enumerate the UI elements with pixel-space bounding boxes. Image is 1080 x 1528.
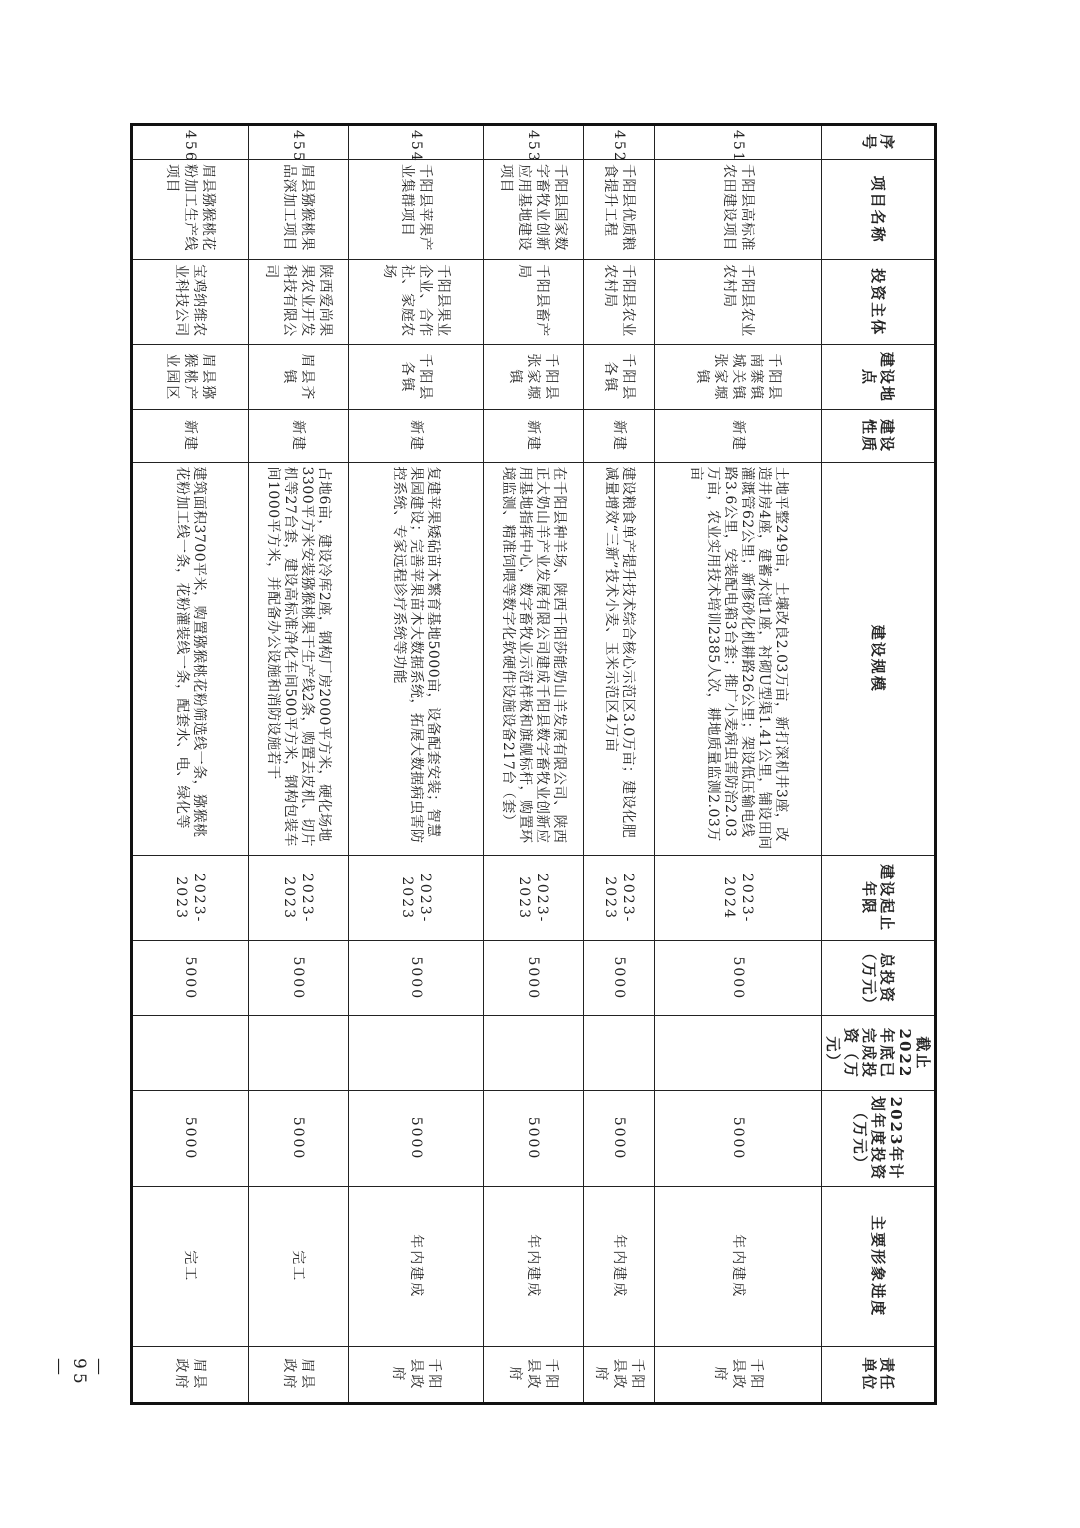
table-row	[484, 125, 584, 1404]
cell-nature: 新建	[484, 410, 584, 462]
cell-name: 眉县猕猴桃花粉加工生产线项目	[132, 160, 249, 260]
cell-progress: 年内建成	[484, 1186, 584, 1346]
cell-unit: 眉县政府	[249, 1346, 349, 1403]
cell-location: 眉县猕猴桃产业园区	[132, 345, 249, 410]
cell-total: 5000	[249, 941, 349, 1016]
cell-progress: 完工	[249, 1186, 349, 1346]
cell-no: 452	[584, 125, 655, 160]
table-row	[655, 125, 822, 1404]
cell-no: 454	[349, 125, 484, 160]
cell-total: 5000	[584, 941, 655, 1016]
cell-unit: 眉县政府	[132, 1346, 249, 1403]
cell-plan2023: 5000	[349, 1091, 484, 1186]
cell-name: 千阳县国家数字畜牧业创新应用基地建设项目	[484, 160, 584, 260]
cell-scale: 建设粮食单产提升技术综合核心示范区3.0万亩；建设化肥减量增效“三新”技术小麦、玉米示范区4万亩	[584, 462, 655, 856]
cell-period: 2023-2023	[584, 856, 655, 941]
header-row	[822, 125, 936, 1404]
column-header: 总投资（万元）	[822, 941, 936, 1016]
rotated-page	[49, 123, 937, 1405]
cell-plan2023: 5000	[132, 1091, 249, 1186]
project-table	[130, 123, 937, 1405]
cell-period: 2023-2023	[349, 856, 484, 941]
cell-unit: 千阳县政府	[349, 1346, 484, 1403]
cell-progress: 年内建成	[584, 1186, 655, 1346]
cell-period: 2023-2023	[249, 856, 349, 941]
cell-completed	[132, 1016, 249, 1091]
cell-investor: 千阳县农业农村局	[655, 260, 822, 345]
cell-total: 5000	[655, 941, 822, 1016]
table-row	[584, 125, 655, 1404]
page-number: — 95 —	[49, 1358, 109, 1388]
table-row	[249, 125, 349, 1404]
cell-name: 千阳县苹果产业集群项目	[349, 160, 484, 260]
cell-total: 5000	[349, 941, 484, 1016]
cell-no: 455	[249, 125, 349, 160]
cell-investor: 千阳县农业农村局	[584, 260, 655, 345]
column-header: 建设性质	[822, 410, 936, 462]
column-header: 序号	[822, 125, 936, 160]
table-row	[349, 125, 484, 1404]
cell-location: 千阳县张家塬镇	[484, 345, 584, 410]
cell-completed	[249, 1016, 349, 1091]
cell-plan2023: 5000	[484, 1091, 584, 1186]
cell-progress: 完工	[132, 1186, 249, 1346]
cell-period: 2023-2023	[484, 856, 584, 941]
cell-period: 2023-2024	[655, 856, 822, 941]
cell-scale: 占地6亩，建设冷库2座，钢构厂房2000平方米，硬化场地3300平方米安装猕猴桃果干生产线2条，购置去皮机、切片机等27台套，建设高标准净化车间500平方米，钢构包装车间1000平方米，并配备办公设施和消防设施若干	[249, 462, 349, 856]
cell-location: 眉县齐镇	[249, 345, 349, 410]
cell-plan2023: 5000	[584, 1091, 655, 1186]
cell-nature: 新建	[349, 410, 484, 462]
cell-unit: 千阳县政府	[655, 1346, 822, 1403]
cell-scale: 土地平整249亩，土壤改良2.03万亩，新打深机井3座，改造井房4座，建蓄水池1座，衬砌U型渠1.41公里，铺设田间灌溉管62公里；新修砂化机耕路26公里；架设低压输电线路3.6公里，安装配电箱3台套；推广小麦病虫害防治2.03万亩，农业实用技术培训2385人次，耕地质量监测2.03万亩	[655, 462, 822, 856]
cell-nature: 新建	[584, 410, 655, 462]
cell-location: 千阳县各镇	[349, 345, 484, 410]
column-header: 2023年计划年度投资（万元）	[822, 1091, 936, 1186]
column-header: 建设地点	[822, 345, 936, 410]
cell-investor: 千阳县果业企业、合作社、家庭农场	[349, 260, 484, 345]
cell-unit: 千阳县政府	[484, 1346, 584, 1403]
cell-plan2023: 5000	[655, 1091, 822, 1186]
column-header: 项目名称	[822, 160, 936, 260]
cell-no: 451	[655, 125, 822, 160]
column-header: 建设起止年限	[822, 856, 936, 941]
cell-investor: 千阳县畜产局	[484, 260, 584, 345]
cell-total: 5000	[484, 941, 584, 1016]
cell-no: 453	[484, 125, 584, 160]
cell-no: 456	[132, 125, 249, 160]
cell-completed	[584, 1016, 655, 1091]
cell-plan2023: 5000	[249, 1091, 349, 1186]
column-header: 建设规模	[822, 462, 936, 856]
cell-completed	[655, 1016, 822, 1091]
cell-investor: 宝鸡纳维农业科技公司	[132, 260, 249, 345]
cell-completed	[349, 1016, 484, 1091]
cell-nature: 新建	[132, 410, 249, 462]
column-header: 截止2022年底已完成投资（万元）	[822, 1016, 936, 1091]
cell-nature: 新建	[655, 410, 822, 462]
cell-name: 千阳县优质粮食提升工程	[584, 160, 655, 260]
column-header: 主要形象进度	[822, 1186, 936, 1346]
column-header: 责任单位	[822, 1346, 936, 1403]
cell-scale: 复建苹果矮砧苗木繁育基地5000亩，设备配套安装；智慧果园建设；完善苹果苗木大数据系统，拓展大数据病虫害防控系统、专家远程诊疗系统等功能	[349, 462, 484, 856]
cell-scale: 建筑面积3700平米，购置猕猴桃花粉筛选线一条，猕猴桃花粉加工线一条，花粉灌装线一条，配套水、电、绿化等	[132, 462, 249, 856]
cell-location: 千阳县各镇	[584, 345, 655, 410]
cell-total: 5000	[132, 941, 249, 1016]
cell-progress: 年内建成	[655, 1186, 822, 1346]
cell-scale: 在千阳县种羊场、陕西千阳莎能奶山羊发展有限公司、陕西正大奶山羊产业发展有限公司建成千阳县数字畜牧业创新应用基地指挥中心，数字畜牧业示范样板和旗舰标杆，购置环境监测、精准饲喂等数字化软硬件设施设备217台（套）	[484, 462, 584, 856]
cell-progress: 年内建成	[349, 1186, 484, 1346]
table-row	[132, 125, 249, 1404]
cell-name: 眉县猕猴桃果品深加工项目	[249, 160, 349, 260]
cell-completed	[484, 1016, 584, 1091]
cell-location: 千阳县南寨镇城关镇张家塬镇	[655, 345, 822, 410]
cell-investor: 陕西爱尚果果农业开发科技有限公司	[249, 260, 349, 345]
cell-nature: 新建	[249, 410, 349, 462]
cell-unit: 千阳县政府	[584, 1346, 655, 1403]
cell-period: 2023-2023	[132, 856, 249, 941]
column-header: 投资主体	[822, 260, 936, 345]
cell-name: 千阳县高标准农田建设项目	[655, 160, 822, 260]
